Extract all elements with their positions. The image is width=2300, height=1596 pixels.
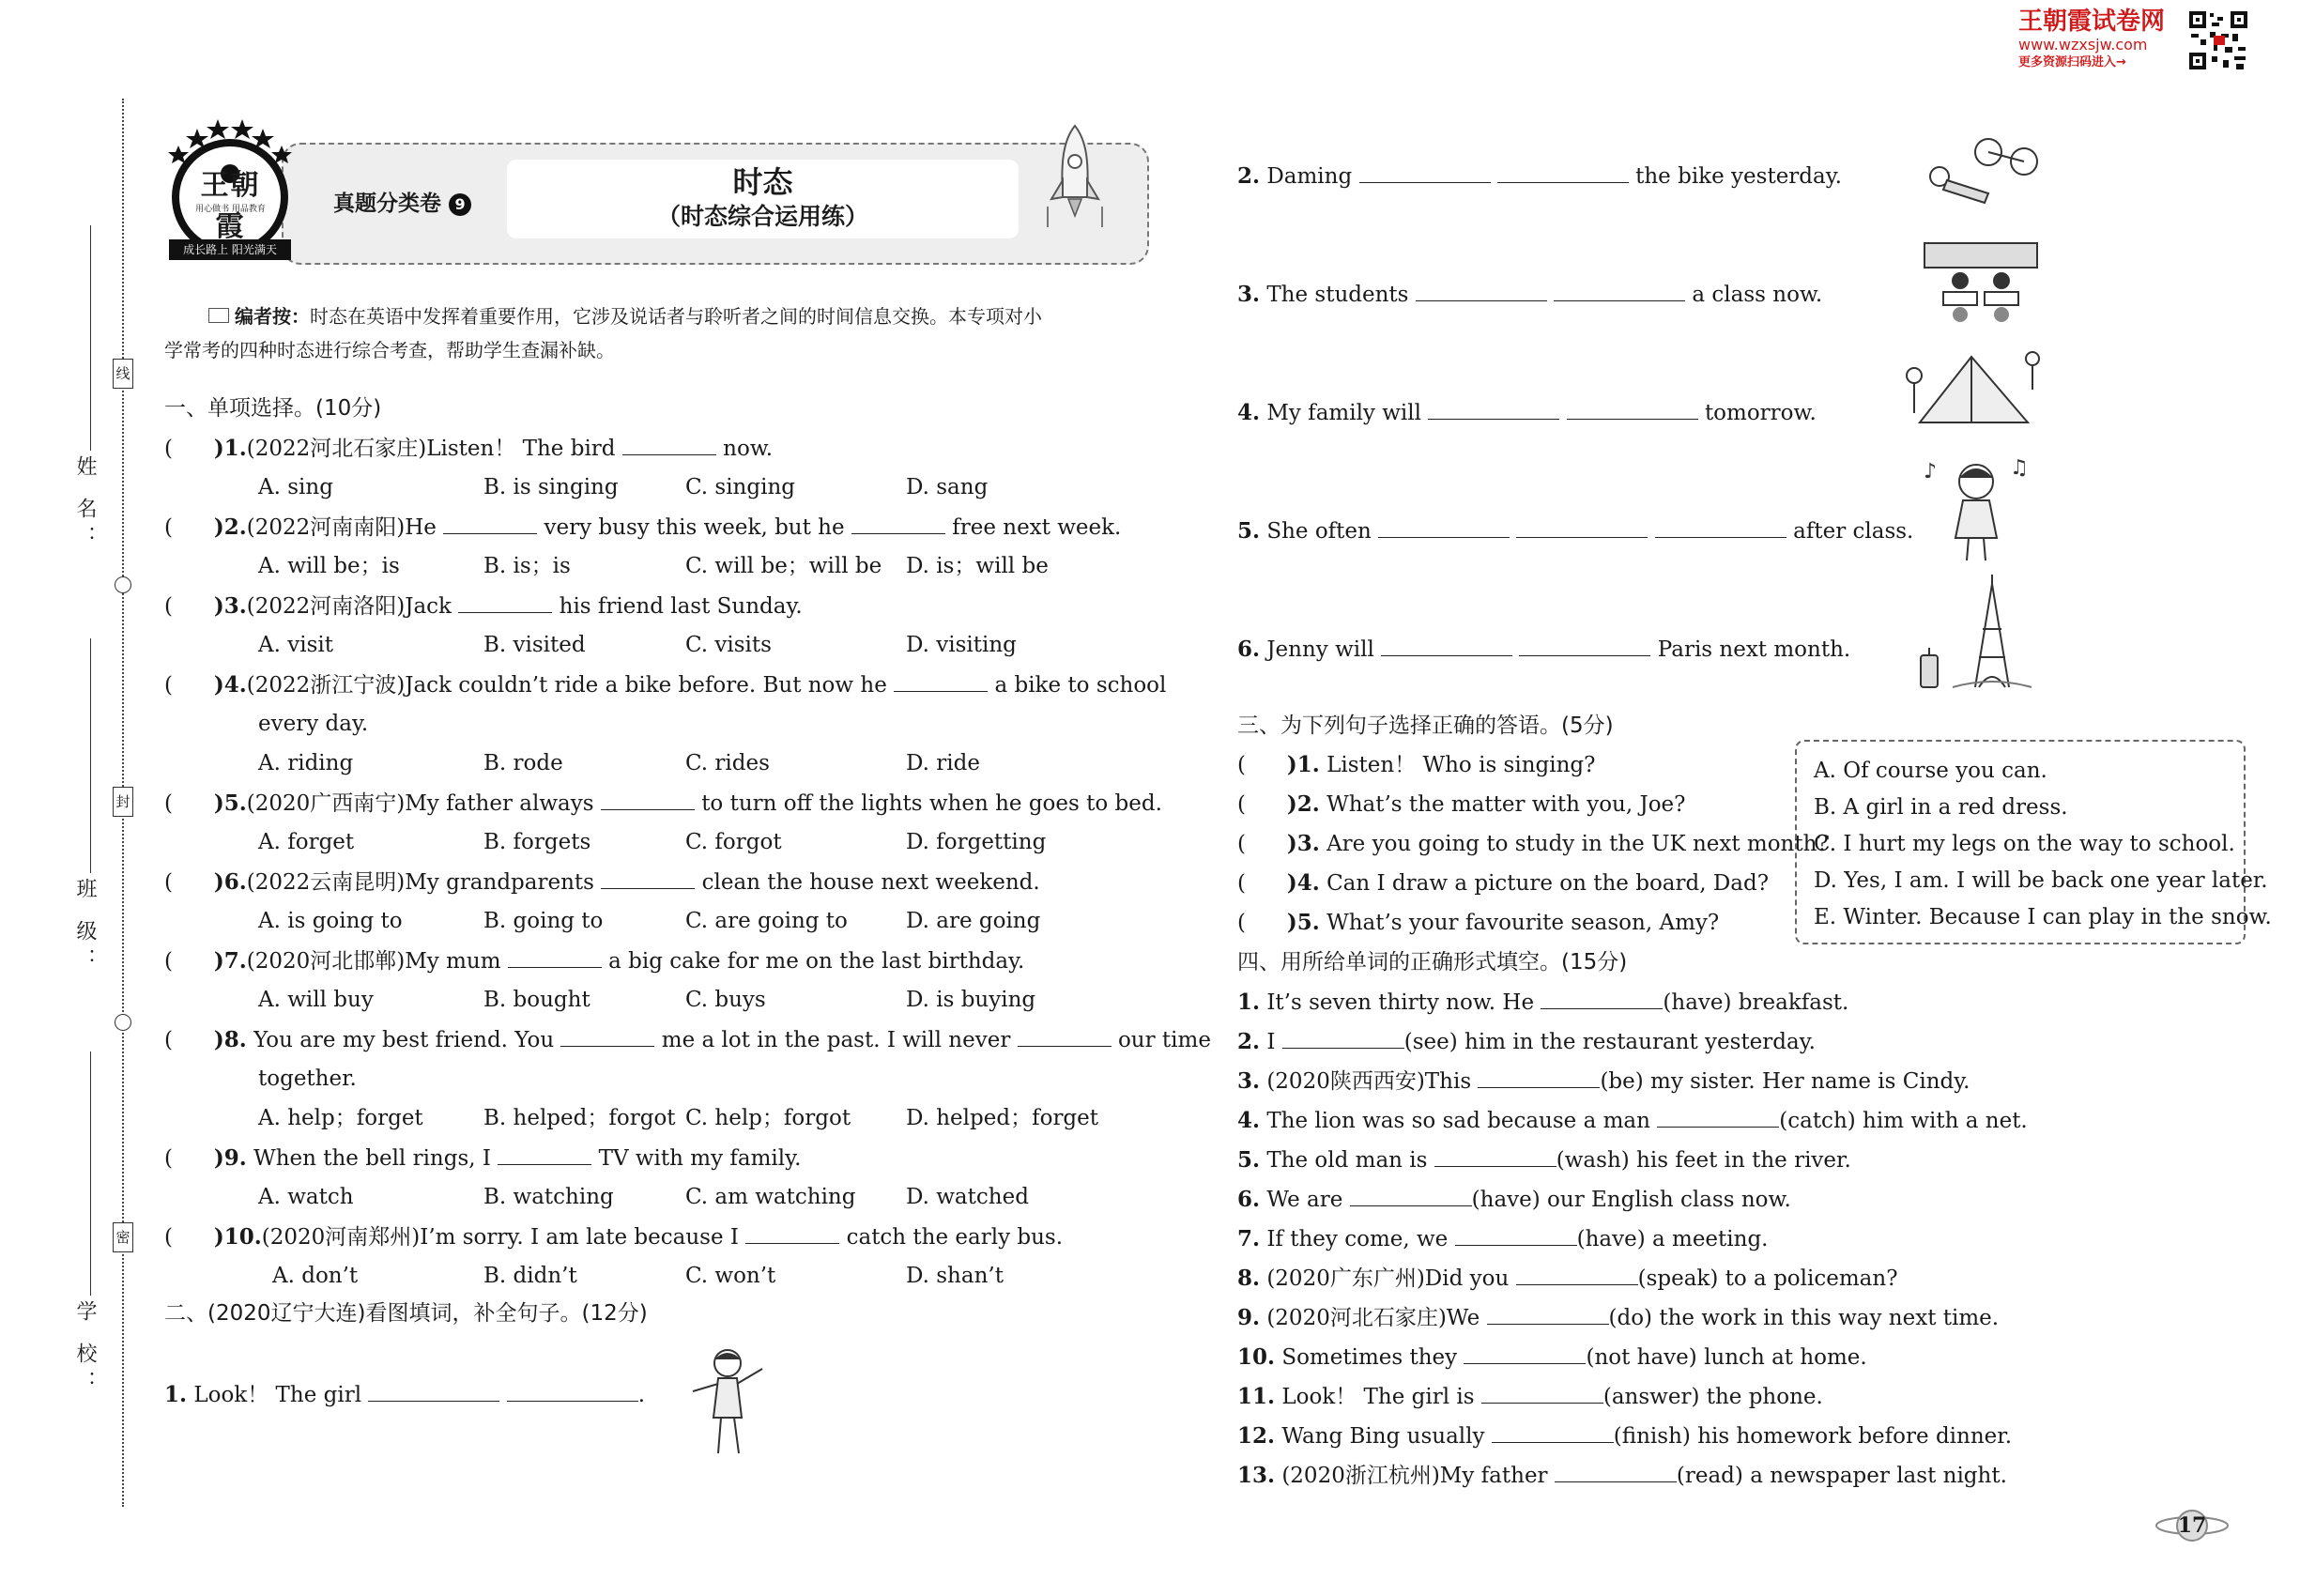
s4-item-1 (1237, 988, 1848, 1017)
q-number: )1. (1286, 752, 1320, 777)
page-title: 时态 (732, 164, 793, 200)
answer-blank[interactable] (1487, 1303, 1609, 1325)
corner-brand (2018, 8, 2187, 71)
school-field-line[interactable] (90, 1051, 91, 1296)
s4-item-6 (1237, 1185, 1791, 1214)
s2-item-2 (1237, 161, 1842, 191)
s1-q3-opt-d[interactable]: D. visiting (906, 633, 1017, 657)
s1-q10: ( )10.(2020河南郑州)I’m sorry. I am late because I catch the early bus. (164, 1224, 1064, 1250)
item-word: (be) (1600, 1069, 1644, 1094)
item-post: . (637, 1383, 645, 1407)
editor-note-text1: 时态在英语中发挥着重要作用，它涉及说话者与聆听者之间的时间信息交换。本专项对小 (310, 305, 1042, 328)
classroom-illustration (1915, 239, 2047, 324)
answer-blank[interactable] (1655, 516, 1786, 538)
item-post: a class now. (1692, 283, 1823, 307)
answer-blank[interactable] (745, 1222, 839, 1244)
title-box (507, 160, 1019, 238)
s2-item-6 (1237, 635, 1850, 664)
answer-blank[interactable] (1428, 398, 1559, 420)
q-source: (2022云南昆明) (246, 870, 406, 895)
s1-q8-opt-a[interactable]: A. help；forget (258, 1106, 423, 1130)
s3-answer-e: E. Winter. Because I can play in the snow. (1814, 905, 2272, 929)
s2-item-4 (1237, 398, 1817, 427)
answer-blank[interactable] (1350, 1185, 1472, 1206)
s2-item-1 (164, 1380, 645, 1409)
item-word: (not have) (1586, 1345, 1697, 1370)
section3-heading: 三、为下列句子选择正确的答语。(5分) (1237, 714, 1614, 738)
item-post: Paris next month. (1657, 637, 1851, 662)
q-source: (2022河北石家庄) (246, 437, 427, 461)
answer-blank[interactable] (1416, 280, 1547, 301)
q-stem: My mum (405, 949, 501, 974)
answer-blank[interactable] (1497, 161, 1629, 183)
camping-tent-illustration (1901, 347, 2042, 427)
q-after: our time (1117, 1028, 1211, 1052)
item-pre: We are (1266, 1188, 1343, 1212)
item-number: 1. (164, 1382, 188, 1407)
q-source: (2022河南南阳) (246, 515, 406, 540)
q-source: (2020广西南宁) (246, 791, 406, 816)
answer-blank[interactable] (1555, 1461, 1677, 1482)
answer-blank[interactable] (894, 670, 988, 692)
q-source: (2020河北邯郸) (246, 949, 406, 974)
answer-blank[interactable] (1018, 1025, 1112, 1047)
answer-blank[interactable] (1455, 1224, 1577, 1246)
series-label (333, 186, 471, 217)
item-post: my sister. Her name is Cindy. (1650, 1069, 1970, 1094)
q-source: (2022河南洛阳) (246, 594, 406, 619)
section4-heading: 四、用所给单词的正确形式填空。(15分) (1237, 950, 1628, 974)
answer-blank[interactable] (1554, 280, 1685, 301)
s1-q2-opt-a[interactable]: A. will be；is (258, 554, 400, 578)
q-stem: Jack (405, 594, 452, 619)
s1-q9-opt-c[interactable]: C. am watching (685, 1185, 856, 1209)
s1-q1-opt-b[interactable]: B. is singing (483, 475, 619, 499)
item-number: 6. (1237, 1187, 1261, 1212)
item-word: (finish) (1613, 1424, 1691, 1449)
s1-q8-opt-b[interactable]: B. helped；forgot (483, 1106, 676, 1130)
q-after: to turn off the lights when he goes to bed. (701, 791, 1162, 816)
item-number: 4. (1237, 1108, 1261, 1133)
answer-blank[interactable] (1378, 516, 1510, 538)
item-number: 13. (1237, 1463, 1276, 1488)
answer-blank[interactable] (1282, 1027, 1404, 1049)
page-subtitle: （时态综合运用练） (656, 203, 868, 230)
item-pre: Sometimes they (1281, 1345, 1458, 1370)
q-number: )5. (213, 790, 247, 816)
s1-q2: ( )2.(2022河南南阳)He very busy this week, but he free next week. (164, 514, 1122, 540)
item-word: (wash) (1556, 1148, 1630, 1173)
girl-singing-illustration (1920, 455, 2032, 563)
q-stem: He (405, 515, 437, 540)
answer-blank[interactable] (1516, 1264, 1638, 1285)
q-mid: very busy this week, but he (544, 515, 845, 540)
s1-q5-opt-c[interactable]: C. forgot (685, 830, 782, 854)
brand-url[interactable]: www.wzxsjw.com (2018, 36, 2148, 54)
answer-blank[interactable] (1519, 635, 1650, 656)
s1-q6-opt-a[interactable]: A. is going to (258, 909, 403, 933)
answer-blank[interactable] (851, 513, 945, 534)
s3-answer-b: B. A girl in a red dress. (1814, 795, 2068, 820)
page-number: 17 (2177, 1513, 2207, 1538)
series-number: 9 (449, 193, 471, 216)
answer-blank[interactable] (1657, 1106, 1779, 1128)
s1-q10-opt-c[interactable]: C. won’t (685, 1264, 776, 1288)
q-number: )7. (213, 948, 247, 974)
rocket-icon (1042, 122, 1108, 235)
item-number: 9. (1237, 1305, 1261, 1330)
answer-blank[interactable] (601, 867, 695, 889)
section2-heading: 二、(2020辽宁大连)看图填词，补全句子。(12分) (164, 1301, 648, 1326)
q-after: clean the house next weekend. (701, 870, 1040, 895)
s1-q4-opt-c[interactable]: C. rides (685, 751, 770, 775)
answer-blank[interactable] (1434, 1145, 1556, 1167)
item-number: 5. (1237, 518, 1261, 544)
q-after: a bike to school (994, 673, 1167, 698)
item-post: him with a net. (1863, 1109, 2028, 1133)
svg-text:♫: ♫ (2010, 456, 2029, 480)
item-pre: Look！ The girl is (1281, 1385, 1475, 1409)
q-number: )3. (1286, 831, 1320, 856)
s1-q7-opt-b[interactable]: B. bought (483, 988, 590, 1012)
answer-blank[interactable] (622, 434, 716, 455)
series-text: 真题分类卷 (333, 192, 441, 216)
answer-blank[interactable] (1481, 1382, 1603, 1404)
q-after: a big cake for me on the last birthday. (608, 949, 1025, 974)
answer-blank[interactable] (1381, 635, 1512, 656)
item-pre: The old man is (1266, 1148, 1428, 1173)
s1-q9-opt-b[interactable]: B. watching (483, 1185, 614, 1209)
item-number: 8. (1237, 1266, 1261, 1291)
q-after: catch the early bus. (846, 1225, 1064, 1250)
s3-q5: ( )5. What’s your favourite season, Amy? (1237, 910, 1720, 935)
s1-q5-opt-b[interactable]: B. forgets (483, 830, 591, 854)
item-number: 5. (1237, 1147, 1261, 1173)
eiffel-tower-illustration (1915, 571, 2037, 693)
logo-motto: 用心做书 用品教育 (195, 205, 266, 214)
s4-item-4 (1237, 1106, 2028, 1135)
s1-q7-opt-d[interactable]: D. is buying (906, 988, 1036, 1012)
item-post: the bike yesterday. (1635, 164, 1842, 189)
answer-blank[interactable] (498, 1143, 591, 1165)
s1-q4-opt-a[interactable]: A. riding (258, 751, 354, 775)
q-stem: My grandparents (405, 870, 594, 895)
s1-q8-opt-d[interactable]: D. helped；forget (906, 1106, 1099, 1130)
s1-q6-opt-d[interactable]: D. are going (906, 909, 1041, 933)
binding-dot (115, 1014, 131, 1031)
s1-q4-opt-b[interactable]: B. rode (483, 751, 563, 775)
answer-blank[interactable] (458, 591, 552, 613)
item-word: (answer) (1602, 1385, 1700, 1409)
s1-q10-opt-a[interactable]: A. don’t (272, 1264, 359, 1288)
item-post: after class. (1793, 519, 1914, 544)
s1-q3-opt-b[interactable]: B. visited (483, 633, 586, 657)
item-post: our English class now. (1547, 1188, 1791, 1212)
item-post: lunch at home. (1704, 1345, 1867, 1370)
q-text: Listen！ Who is singing? (1326, 753, 1596, 777)
q-text: Are you going to study in the UK next month? (1326, 832, 1829, 856)
item-pre: (2020广东广州)Did you (1266, 1266, 1510, 1291)
binding-dot (115, 576, 131, 593)
item-pre: (2020河北石家庄)We (1266, 1306, 1480, 1330)
item-word: (have) (1663, 990, 1732, 1015)
item-pre: (2020陕西西安)This (1266, 1069, 1472, 1094)
answer-blank[interactable] (508, 946, 602, 968)
s1-q4-opt-d[interactable]: D. ride (906, 751, 980, 775)
school-field-label: 学 校： (73, 1300, 97, 1399)
answer-blank[interactable] (1541, 988, 1663, 1009)
item-pre: (2020浙江杭州)My father (1281, 1464, 1548, 1488)
s1-q2-opt-c[interactable]: C. will be；will be (685, 554, 882, 578)
s4-item-11 (1237, 1382, 1823, 1411)
s4-item-12 (1237, 1421, 2012, 1450)
s1-q6: ( )6.(2022云南昆明)My grandparents clean the house next weekend. (164, 869, 1040, 895)
item-pre: Look！ The girl (193, 1383, 362, 1407)
answer-blank[interactable] (1516, 516, 1648, 538)
item-post: a newspaper last night. (1750, 1464, 2007, 1488)
q-stem: When the bell rings, I (253, 1146, 491, 1171)
item-pre: If they come, we (1266, 1227, 1449, 1251)
s3-q1: ( )1. Listen！ Who is singing? (1237, 752, 1596, 777)
answer-blank[interactable] (560, 1025, 654, 1047)
q-number: )4. (1286, 870, 1320, 896)
s1-q4-cont: every day. (258, 712, 369, 736)
item-post: him in the restaurant yesterday. (1464, 1030, 1816, 1054)
q-text: Can I draw a picture on the board, Dad? (1326, 871, 1770, 896)
item-number: 12. (1237, 1423, 1276, 1449)
s4-item-10 (1237, 1343, 1867, 1372)
q-number: )3. (213, 593, 247, 619)
item-pre: Daming (1266, 164, 1353, 189)
s1-q1-opt-d[interactable]: D. sang (906, 475, 989, 499)
q-number: )10. (213, 1224, 262, 1250)
s1-q5: ( )5.(2020广西南宁)My father always to turn off the lights when he goes to bed. (164, 790, 1162, 816)
s4-item-2 (1237, 1027, 1816, 1056)
q-after: free next week. (952, 515, 1122, 540)
q-stem: I’m sorry. I am late because I (420, 1225, 739, 1250)
s4-item-9 (1237, 1303, 1999, 1332)
s2-item-3 (1237, 280, 1822, 309)
item-word: (do) (1608, 1306, 1653, 1330)
s1-q8-opt-c[interactable]: C. help；forgot (685, 1106, 851, 1130)
s1-q1: ( )1.(2022河北石家庄)Listen！ The bird now. (164, 436, 774, 461)
s4-item-5 (1237, 1145, 1851, 1174)
item-number: 3. (1237, 1068, 1261, 1094)
q-text: What’s the matter with you, Joe? (1326, 792, 1686, 817)
s3-answer-a: A. Of course you can. (1814, 759, 2047, 783)
girl-dancing-illustration (685, 1343, 770, 1465)
item-pre: She often (1266, 519, 1372, 544)
item-pre: The students (1266, 283, 1409, 307)
s4-item-3 (1237, 1067, 1970, 1096)
item-word: (have) (1576, 1227, 1646, 1251)
q-number: )6. (213, 869, 247, 895)
item-post: the work in this way next time. (1659, 1306, 2000, 1330)
q-number: )2. (213, 514, 247, 540)
s1-q1-opt-a[interactable]: A. sing (258, 475, 333, 499)
s1-q9-opt-d[interactable]: D. watched (906, 1185, 1029, 1209)
q-number: )9. (213, 1145, 247, 1171)
answer-blank[interactable] (601, 789, 695, 810)
item-number: 11. (1237, 1384, 1276, 1409)
s1-q8-cont: together. (258, 1067, 357, 1091)
item-post: tomorrow. (1704, 401, 1817, 425)
class-field-label: 班 级： (73, 878, 97, 976)
logo-name: 王朝霞 (200, 169, 261, 243)
brand-tagline: 更多资源扫码进入→ (2018, 55, 2126, 69)
s1-q7: ( )7.(2020河北邯郸)My mum a big cake for me on the last birthday. (164, 948, 1025, 974)
name-field-label: 姓 名： (73, 455, 97, 554)
svg-text:♪: ♪ (1924, 460, 1938, 483)
q-number: )4. (213, 672, 247, 698)
s1-q8: ( )8. You are my best friend. You me a lot in the past. I will never our time (164, 1027, 1211, 1052)
s1-q9: ( )9. When the bell rings, I TV with my family. (164, 1145, 802, 1171)
brand-name: 王朝霞试卷网 (2018, 8, 2166, 36)
answer-blank[interactable] (1567, 398, 1698, 420)
q-stem: You are my best friend. You (253, 1028, 555, 1052)
s4-item-7 (1237, 1224, 1769, 1253)
s4-item-13 (1237, 1461, 2007, 1490)
s1-q4: ( )4.(2022浙江宁波)Jack couldn’t ride a bike before. But now he a bike to school (164, 672, 1167, 698)
s1-q10-opt-d[interactable]: D. shan’t (906, 1264, 1004, 1288)
item-word: (read) (1676, 1464, 1743, 1488)
item-number: 2. (1237, 163, 1261, 189)
item-post: breakfast. (1738, 990, 1849, 1015)
s1-q2-opt-d[interactable]: D. is；will be (906, 554, 1049, 578)
q-text: What’s your favourite season, Amy? (1326, 911, 1720, 935)
q-mid: me a lot in the past. I will never (661, 1028, 1011, 1052)
editor-note-line2: 学常考的四种时态进行综合考查，帮助学生查漏补缺。 (164, 339, 615, 361)
item-pre: Wang Bing usually (1281, 1424, 1485, 1449)
s4-item-8 (1237, 1264, 1898, 1293)
editor-note-label: 编者按： (235, 305, 310, 328)
item-pre: It’s seven thirty now. He (1266, 990, 1535, 1015)
s2-item-5 (1237, 516, 1913, 545)
q-number: )8. (213, 1027, 247, 1052)
q-number: )2. (1286, 791, 1320, 817)
qr-code-icon[interactable] (2187, 9, 2249, 71)
item-post: a meeting. (1651, 1227, 1769, 1251)
name-field-line[interactable] (90, 225, 91, 451)
q-source: (2020河南郑州) (261, 1225, 421, 1250)
q-after: now. (723, 437, 774, 461)
q-number: )5. (1286, 910, 1320, 935)
s1-q1-opt-c[interactable]: C. singing (685, 475, 795, 499)
logo-ribbon: 成长路上 阳光满天 (183, 243, 277, 256)
s1-q3-opt-c[interactable]: C. visits (685, 633, 772, 657)
binding-mark-line: 线 (113, 359, 133, 389)
item-number: 6. (1237, 637, 1261, 662)
s1-q3-opt-a[interactable]: A. visit (258, 633, 333, 657)
answer-blank[interactable] (443, 513, 537, 534)
s3-answer-c: C. I hurt my legs on the way to school. (1814, 832, 2235, 856)
s1-q5-opt-a[interactable]: A. forget (258, 830, 355, 854)
answer-blank[interactable] (507, 1380, 638, 1402)
s1-q3: ( )3.(2022河南洛阳)Jack his friend last Sunday. (164, 593, 803, 619)
s1-q9-opt-a[interactable]: A. watch (258, 1185, 354, 1209)
item-pre: Jenny will (1266, 637, 1374, 662)
bike-fall-illustration (1923, 131, 2045, 207)
item-number: 10. (1237, 1344, 1276, 1370)
answer-blank[interactable] (1478, 1067, 1600, 1088)
s1-q10-opt-b[interactable]: B. didn’t (483, 1264, 577, 1288)
q-source: (2022浙江宁波) (246, 673, 406, 698)
s3-q3: ( )3. Are you going to study in the UK next month? (1237, 831, 1829, 856)
item-pre: The lion was so sad because a man (1266, 1109, 1650, 1133)
item-number: 7. (1237, 1226, 1261, 1251)
s1-q6-opt-b[interactable]: B. going to (483, 909, 604, 933)
item-word: (have) (1471, 1188, 1541, 1212)
item-pre: I (1266, 1030, 1276, 1054)
s1-q7-opt-c[interactable]: C. buys (685, 988, 766, 1012)
answer-blank[interactable] (1464, 1343, 1586, 1364)
item-word: (see) (1403, 1030, 1458, 1054)
s3-answer-d: D. Yes, I am. I will be back one year later. (1814, 868, 2268, 893)
answer-blank[interactable] (368, 1380, 499, 1402)
item-pre: My family will (1266, 401, 1421, 425)
section1-heading: 一、单项选择。(10分) (164, 396, 382, 421)
s3-q4: ( )4. Can I draw a picture on the board, Dad? (1237, 870, 1770, 896)
item-post: his feet in the river. (1636, 1148, 1851, 1173)
class-field-line[interactable] (90, 638, 91, 873)
answer-blank[interactable] (1359, 161, 1491, 183)
item-word: (catch) (1779, 1109, 1856, 1133)
item-number: 3. (1237, 282, 1261, 307)
q-after: his friend last Sunday. (559, 594, 803, 619)
s1-q5-opt-d[interactable]: D. forgetting (906, 830, 1047, 854)
q-after: TV with my family. (598, 1146, 802, 1171)
q-stem: Jack couldn’t ride a bike before. But now he (405, 673, 887, 698)
s1-q2-opt-b[interactable]: B. is；is (483, 554, 571, 578)
item-number: 4. (1237, 400, 1261, 425)
editor-note-line1 (208, 302, 1042, 330)
q-stem: My father always (405, 791, 594, 816)
item-post: to a policeman? (1725, 1266, 1898, 1291)
item-number: 1. (1237, 990, 1261, 1015)
item-number: 2. (1237, 1029, 1261, 1054)
q-number: )1. (213, 436, 247, 461)
s1-q6-opt-c[interactable]: C. are going to (685, 909, 848, 933)
answer-blank[interactable] (1492, 1421, 1614, 1443)
s1-q7-opt-a[interactable]: A. will buy (258, 988, 374, 1012)
item-word: (speak) (1637, 1266, 1719, 1291)
item-post: his homework before dinner. (1697, 1424, 2013, 1449)
note-icon (208, 308, 229, 323)
binding-mark-seal: 封 (113, 787, 133, 817)
binding-mark-secret: 密 (113, 1222, 133, 1252)
s3-q2: ( )2. What’s the matter with you, Joe? (1237, 791, 1686, 817)
q-stem: Listen！ The bird (426, 437, 616, 461)
item-post: the phone. (1706, 1385, 1823, 1409)
